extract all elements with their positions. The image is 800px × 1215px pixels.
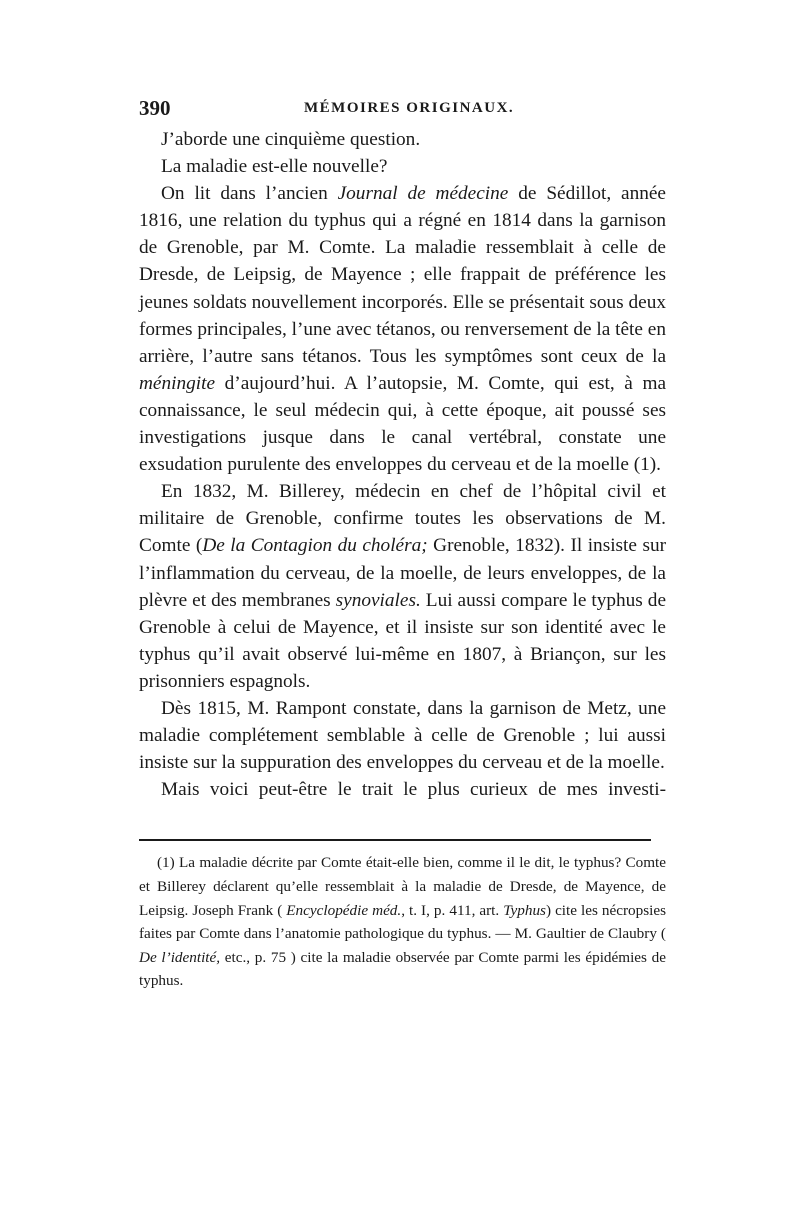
italic-identite: De l’identité,: [139, 948, 221, 966]
italic-meningite: méningite: [139, 372, 216, 394]
italic-book-title: De la Contagion du choléra;: [202, 535, 428, 557]
page-header: [139, 96, 666, 126]
book-page: [139, 96, 666, 993]
italic-encyclopedie: Encyclopédie méd.: [286, 901, 402, 919]
paragraph: En 1832, M. Billerey, médecin en chef de l’hôpital civil et militaire de Grenoble, confirme toutes les observations de M. Comte (De la Contagion du choléra; Grenoble, 1832). Il insiste sur l’inflammation du cerveau, de la moelle, de leurs enveloppes, de la plèvre et des membranes synoviales. Lui aussi compare le typhus de Grenoble à celui de Mayence, et il insiste sur son identité avec le typhus qu’il avait observé lui-même en 1807, à Briançon, sur les prisonniers espagnols.: [139, 481, 667, 692]
paragraph: La maladie est-elle nouvelle?: [161, 156, 388, 178]
italic-typhus: Typhus: [503, 901, 546, 919]
running-title: MÉMOIRES ORIGINAUX.: [304, 100, 515, 116]
paragraph: Dès 1815, M. Rampont constate, dans la garnison de Metz, une maladie complétement semblable à celle de Grenoble ; lui aussi insiste sur la suppuration des enveloppes du cerveau et de la moelle.: [139, 697, 666, 774]
footnote-text: (1) La maladie décrite par Comte était-elle bien, comme il le dit, le typhus? Comte et Billerey déclarent qu’elle ressemblait à la maladie de Dresde, de Mayence, de Leipsig. Joseph Frank ( Encyclopédie méd., t. I, p. 411, art. Typhus) cite les nécropsies faites par Comte dans l’anatomie pathologique du typhus. — M. Gaultier de Claubry ( De l’identité, etc., p. 75 ) cite la maladie observée par Comte parmi les épidémies de typhus.: [139, 854, 666, 990]
italic-journal-title: Journal de médecine: [337, 183, 509, 205]
footnote-rule: [139, 839, 651, 841]
main-text: [139, 126, 666, 803]
italic-synoviales: synoviales.: [335, 589, 421, 611]
footnote: [139, 851, 666, 993]
paragraph: On lit dans l’ancien Journal de médecine de Sédillot, année 1816, une relation du typhus qui a régné en 1814 dans la garnison de Grenoble, par M. Comte. La maladie ressemblait à celle de Dresde, de Leipsig, de Mayence ; elle frappait de préférence les jeunes soldats nouvellement incorporés. Elle se présentait sous deux formes principales, l’une avec tétanos, ou renversement de la tête en arrière, l’autre sans tétanos. Tous les symptômes sont ceux de la méningite d’aujourd’hui. A l’autopsie, M. Comte, qui est, à ma connaissance, le seul médecin qui, à cette époque, ait poussé ses investigations jusque dans le canal vertébral, constate une exsudation purulente des enveloppes du cerveau et de la moelle (1).: [139, 183, 666, 476]
paragraph: J’aborde une cinquième question.: [161, 129, 421, 150]
paragraph: Mais voici peut-être le trait le plus curieux de mes investi-: [161, 779, 666, 801]
page-number: 390: [139, 96, 171, 120]
